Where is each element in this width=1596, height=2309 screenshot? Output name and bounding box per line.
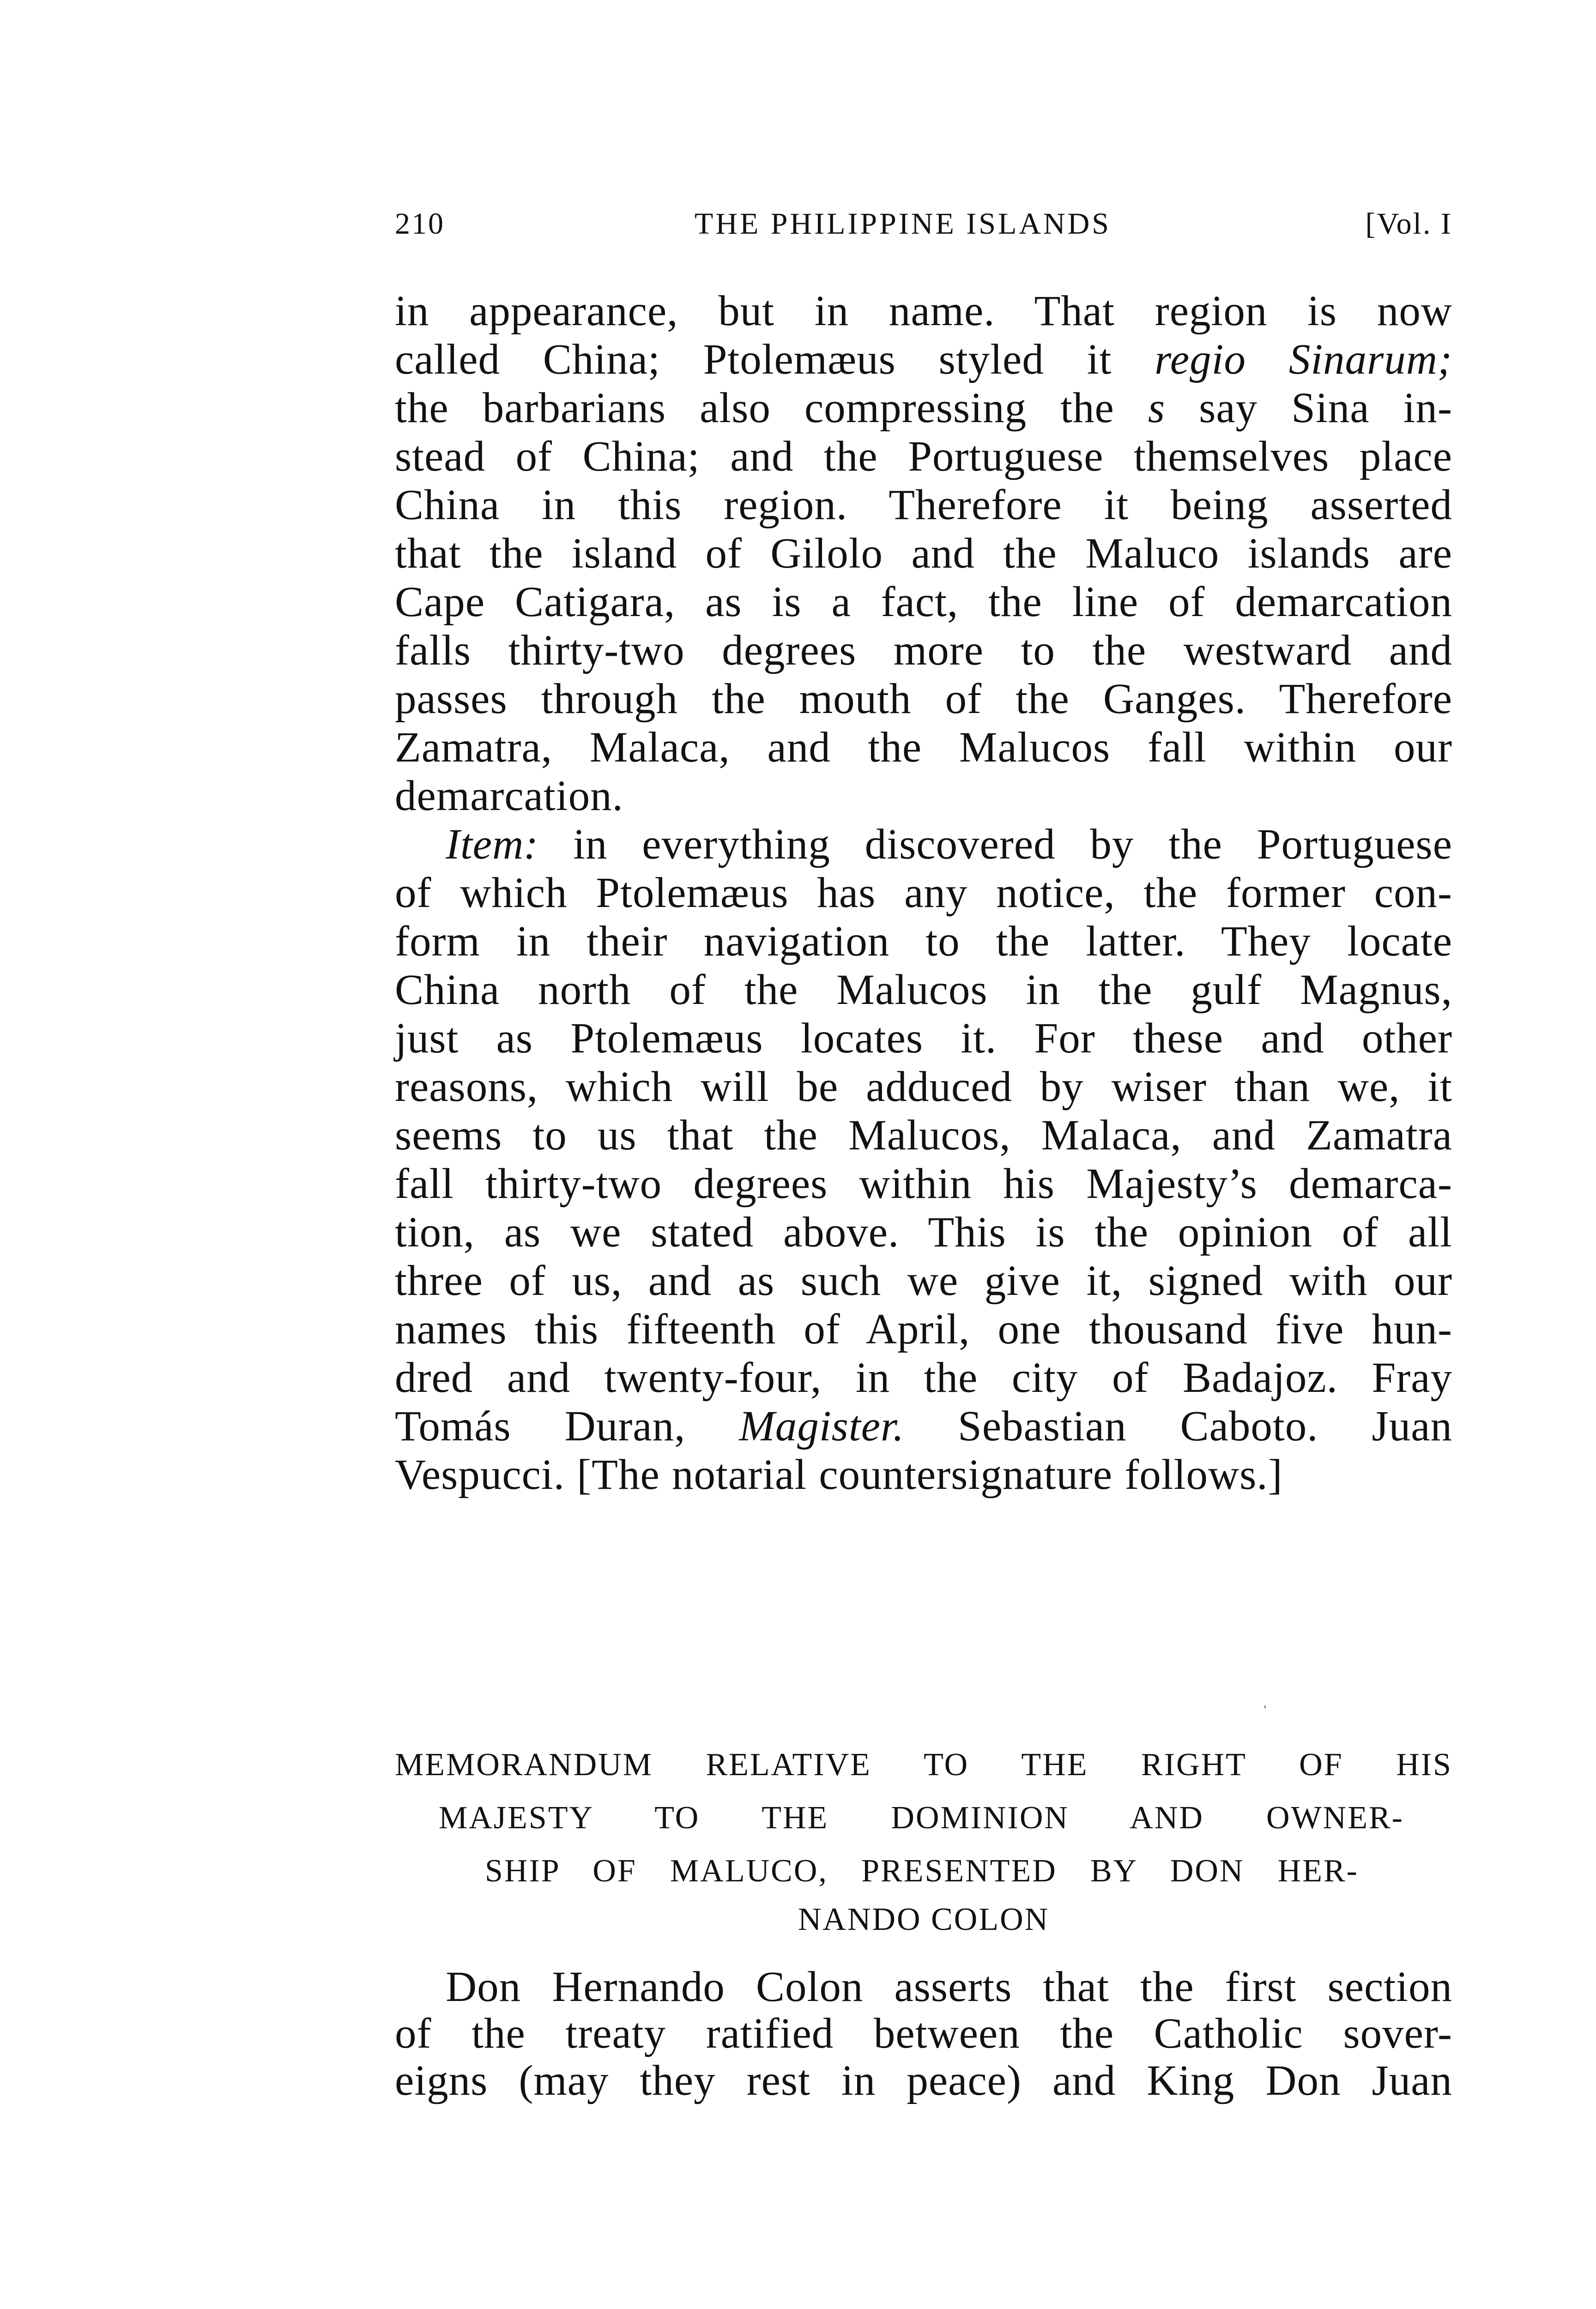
text-line: just as Ptolemæus locates it. For these and other [395,1015,1452,1062]
page-number: 210 [395,207,445,241]
text-line: passes through the mouth of the Ganges. Therefore [395,675,1452,723]
text-span: say Sina in- [1199,384,1452,432]
text-line: dred and twenty-four, in the city of Badajoz. Fray [395,1354,1452,1402]
text-line: Zamatra, Malaca, and the Malucos fall within our [395,724,1452,771]
text-line: in appearance, but in name. That region is now [395,287,1452,335]
text-line: stead of China; and the Portuguese themselves place [395,433,1452,480]
text-line: China north of the Malucos in the gulf Magnus, [395,966,1452,1014]
heading-line: NANDO COLON [798,1902,1050,1937]
text-line: reasons, which will be adduced by wiser than we, it [395,1063,1452,1111]
text-line: Vespucci. [The notarial countersignature follows.] [395,1451,1283,1499]
text-line: form in their navigation to the latter. They locate [395,918,1452,965]
italic-phrase: regio Sinarum; [1155,336,1452,383]
text-span: Sebastian Caboto. Juan [958,1402,1452,1450]
running-title: THE PHILIPPINE ISLANDS [695,207,1111,241]
heading-line: MAJESTY TO THE DOMINION AND OWNER- [439,1800,1404,1836]
text-line [395,1403,1452,1450]
text-line: falls thirty-two degrees more to the westward and [395,627,1452,674]
running-head [395,203,1452,245]
text-line: fall thirty-two degrees within his Majesty’s demarca- [395,1160,1452,1208]
italic-magister: Magister. [739,1402,905,1450]
text-line [395,337,1452,383]
text-span: called China; Ptolemæus styled it [395,336,1112,383]
text-span: in everything discovered by the Portuguese [573,821,1452,868]
text-line [395,822,1452,868]
text-line: Don Hernando Colon asserts that the first section [446,1963,1452,2011]
text-line: tion, as we stated above. This is the opinion of all [395,1209,1452,1256]
text-line: of which Ptolemæus has any notice, the former con- [395,869,1452,917]
text-line: seems to us that the Malucos, Malaca, and Zamatra [395,1112,1452,1159]
text-line: eigns (may they rest in peace) and King Don Juan [395,2057,1452,2104]
text-line: three of us, and as such we give it, signed with our [395,1257,1452,1305]
text-span: the barbarians also compressing the [395,384,1114,432]
italic-letter: s [1148,384,1166,432]
volume-label: [Vol. I [1365,207,1452,241]
heading-line: MEMORANDUM RELATIVE TO THE RIGHT OF HIS [395,1747,1452,1783]
heading-line: SHIP OF MALUCO, PRESENTED BY DON HER- [485,1853,1359,1889]
text-line: of the treaty ratified between the Catholic sover- [395,2010,1452,2057]
text-line: Cape Catigara, as is a fact, the line of demarcation [395,578,1452,626]
text-line [395,385,1452,431]
text-line: demarcation. [395,772,623,820]
text-span: Tomás Duran, [395,1402,686,1450]
ink-speck [1264,1705,1266,1708]
italic-lead: Item: [446,821,539,868]
text-line: that the island of Gilolo and the Maluco islands are [395,530,1452,577]
text-line: China in this region. Therefore it being asserted [395,481,1452,529]
text-line: names this fifteenth of April, one thousand five hun- [395,1306,1452,1353]
